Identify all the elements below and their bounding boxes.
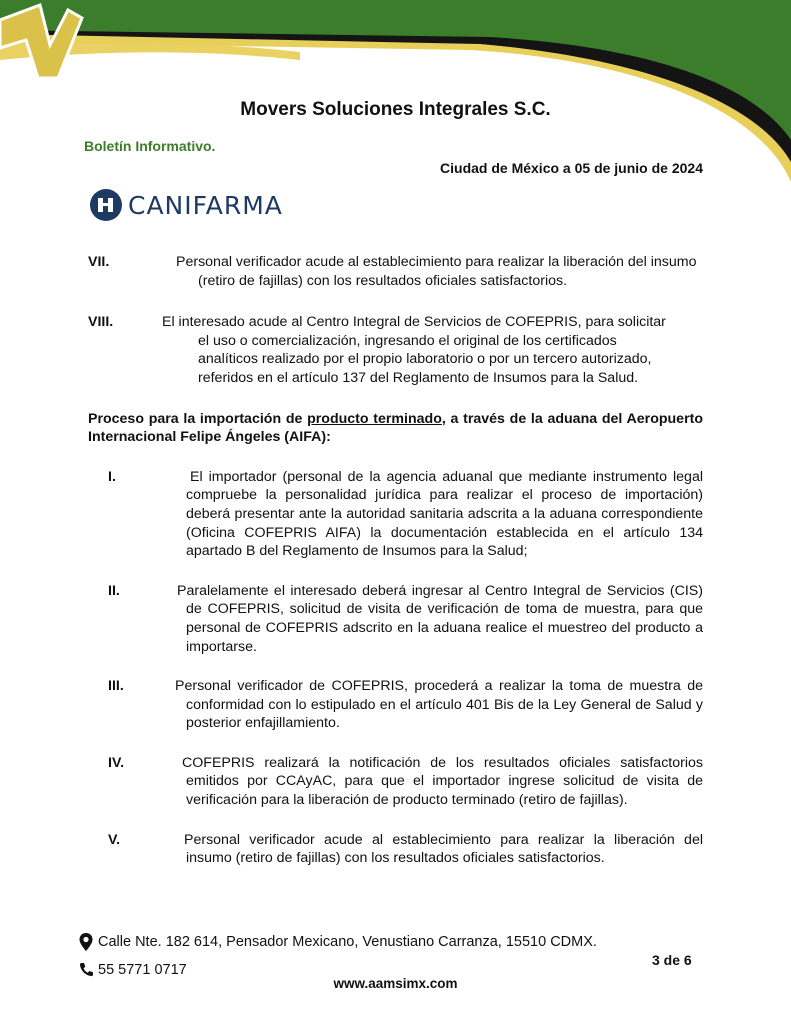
- phone-text: 55 5771 0717: [98, 962, 187, 978]
- item-text: Personal verificador de COFEPRIS, procederá a realizar la toma de muestra de conformidad con lo estipulado en el artículo 401 Bis de la Ley General de Salud y posterior enfajillamiento.: [175, 678, 703, 732]
- item-text: COFEPRIS realizará la notificación de los resultados oficiales satisfactorios emitidos por CCAyAC, para que el importador ingrese solicitud de visita de verificación para la liberación de producto terminado (retiro de fajillas).: [182, 754, 703, 809]
- heading-underlined-text: producto terminado: [307, 410, 442, 427]
- list-item: [88, 468, 703, 561]
- list-item: [88, 677, 703, 733]
- footer-address: [78, 932, 597, 952]
- item-text: Personal verificador acude al establecimiento para realizar la liberación del insumo (retiro de fajillas) con los resultados oficiales satisfactorios.: [176, 254, 697, 289]
- list-item: [88, 582, 703, 656]
- page-number: 3 de 6: [652, 952, 692, 968]
- item-number: I.: [108, 468, 116, 485]
- section-heading: [88, 410, 703, 447]
- item-number: VIII.: [88, 314, 114, 331]
- canifarma-mark-icon: [90, 189, 122, 221]
- item-number: III.: [108, 678, 124, 695]
- item-text: El interesado acude al Centro Integral de Servicios de COFEPRIS, para solicitar el uso o comercialización, ingresando el original de los certificados analíticos realizado por el propio laboratorio o por un tercero autorizado, referidos en el artículo 137 del Reglamento de Insumos para la Salud.: [162, 314, 666, 386]
- website-link[interactable]: www.aamsimx.com: [333, 976, 458, 991]
- list-item: [88, 313, 703, 387]
- bulletin-label: Boletín Informativo.: [84, 138, 216, 154]
- item-number: V.: [108, 831, 121, 848]
- item-text: Personal verificador acude al establecimiento para realizar la liberación del insumo (retiro de fajillas) con los resultados oficiales satisfactorios.: [184, 831, 703, 867]
- heading-text-pre: Proceso para la importación de: [88, 410, 308, 427]
- item-text: Paralelamente el interesado deberá ingresar al Centro Integral de Servicios (CIS) de COFEPRIS, solicitud de visita de verificación de toma de muestra, para que personal de COFEPRIS adscrito en la aduana realice el muestreo del producto a importarse.: [177, 582, 703, 655]
- list-item: [88, 754, 703, 810]
- location-pin-icon: [78, 932, 94, 952]
- list-item: [88, 831, 703, 868]
- heading-text-post: , a través de la aduana del Aeropuerto Internacional Felipe Ángeles (AIFA):: [88, 410, 703, 446]
- item-number: IV.: [108, 754, 125, 771]
- list-item: [88, 253, 703, 290]
- import-steps-list: [88, 468, 703, 868]
- address-text: Calle Nte. 182 614, Pensador Mexicano, Venustiano Carranza, 15510 CDMX.: [98, 934, 597, 950]
- item-text: El importador (personal de la agencia aduanal que mediante instrumento legal compruebe la personalidad jurídica para realizar el proceso de importación) deberá presentar ante la autoridad sanitaria adscrita a la aduana correspondiente (Oficina COFEPRIS AIFA) la documentación establecida en el artículo 134 apartado B del Reglamento de Insumos para la Salud;: [186, 468, 703, 560]
- date-line: Ciudad de México a 05 de junio de 2024: [440, 160, 703, 176]
- canifarma-wordmark: CANIFARMA: [128, 190, 283, 220]
- item-number: VII.: [88, 254, 110, 270]
- company-title: Movers Soluciones Integrales S.C.: [240, 99, 551, 120]
- document-body: [88, 253, 703, 889]
- canifarma-logo: [90, 188, 283, 222]
- item-number: II.: [108, 582, 120, 599]
- brand-logo-icon: [0, 5, 82, 78]
